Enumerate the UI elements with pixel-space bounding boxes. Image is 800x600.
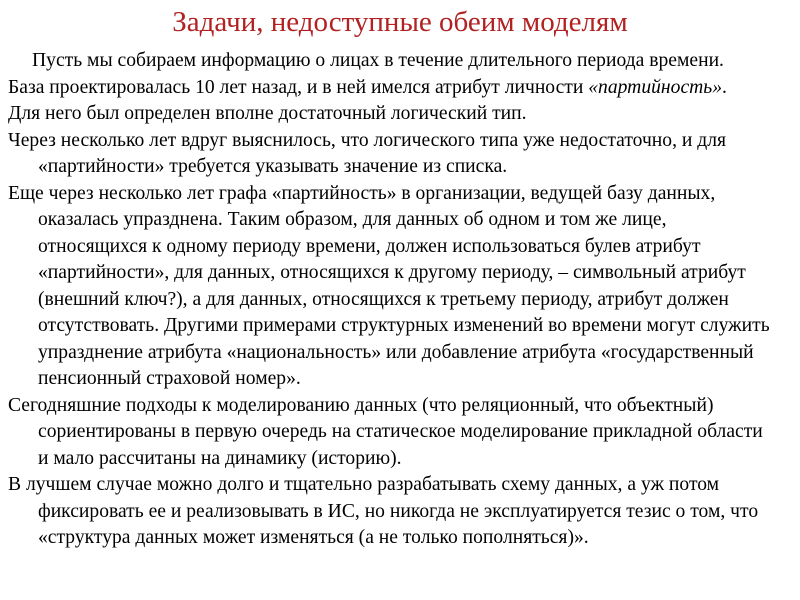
paragraph: Сегодняшние подходы к моделированию данных (что реляционный, что объектный) сориентированы в первую очередь на статическое моделирование прикладной области и мало рассчитаны на динамику (историю). — [8, 394, 763, 469]
slide-title: Задачи, недоступные обеим моделям — [172, 6, 628, 38]
slide-body — [0, 48, 800, 552]
paragraph-italic-term: «партийность» — [588, 76, 723, 98]
paragraph-text: . — [722, 76, 727, 98]
paragraph: Для него был определен вполне достаточный логический тип. — [8, 103, 527, 124]
paragraph: В лучшем случае можно долго и тщательно разрабатывать схему данных, а уж потом фиксировать ее и реализовывать в ИС, но никогда не эксплуатируется тезис о том, что «структура данных может изменяться (а не только пополняться)». — [8, 474, 759, 548]
paragraph-text: База проектировалась 10 лет назад, и в ней имелся атрибут личности — [8, 76, 589, 98]
paragraph: Еще через несколько лет графа «партийность» в организации, ведущей базу данных, оказалась упразднена. Таким образом, для данных об одном и том же лице, относящихся к одному периоду времени, должен использоваться булев атрибут «партийности», для данных, относящихся к другому периоду, – символьный атрибут (внешний ключ?), а для данных, относящихся к третьему периоду, атрибут должен отсутствовать. Другими примерами структурных изменений во времени могут служить упразднение атрибута «национальность» или добавление атрибута «государственный пенсионный страховой номер». — [8, 182, 770, 389]
paragraph: Пусть мы собираем информацию о лицах в течение длительного периода времени. — [32, 50, 724, 71]
paragraph: Через несколько лет вдруг выяснилось, что логического типа уже недостаточно, и для «партийности» требуется указывать значение из списка. — [8, 129, 727, 177]
paragraph — [8, 75, 778, 102]
